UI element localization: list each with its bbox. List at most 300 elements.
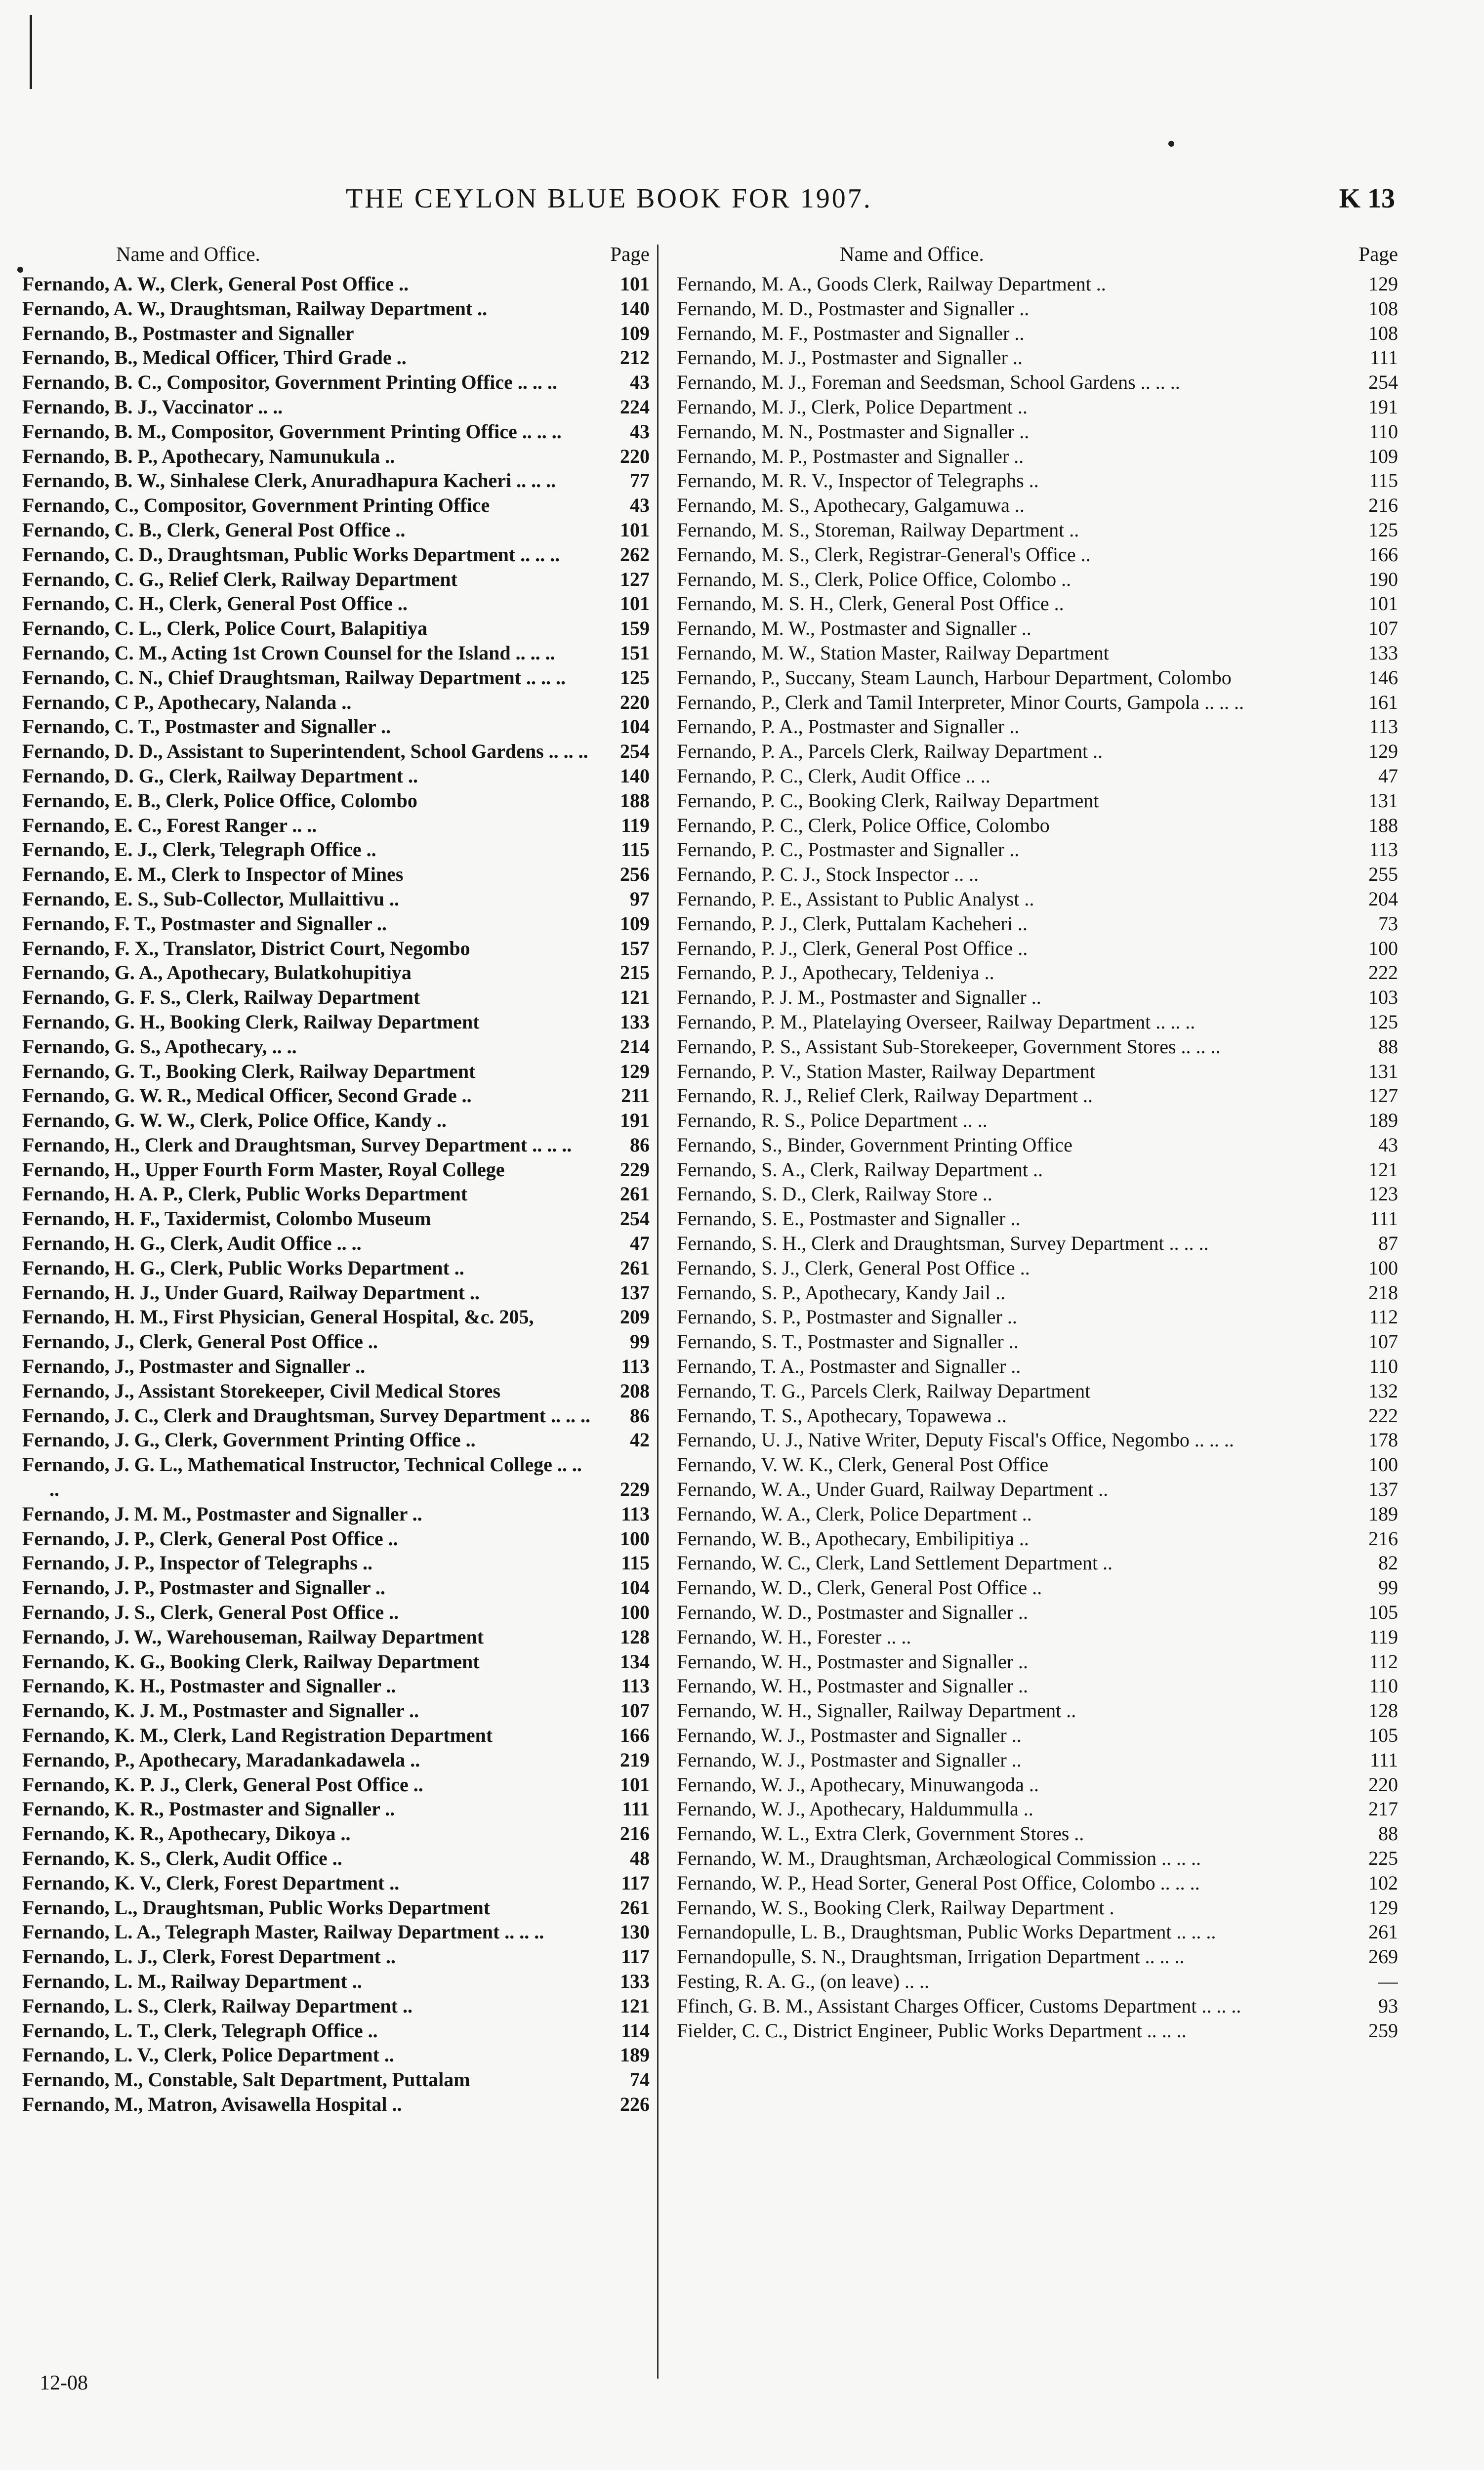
entry-name-office: Fernando, M. S. H., Clerk, General Post Office .. xyxy=(677,592,1064,615)
entry-name-office: Fernando, G. S., Apothecary, .. .. xyxy=(22,1035,297,1058)
index-entry xyxy=(22,1280,650,1305)
index-entry xyxy=(22,764,650,788)
index-entry xyxy=(22,1846,650,1871)
index-entry xyxy=(22,1969,650,1994)
entry-page-number: 87 xyxy=(1378,1232,1398,1255)
entry-page-number: 229 xyxy=(620,1478,650,1501)
entry-name-office: Fernando, B., Medical Officer, Third Grade .. xyxy=(22,346,407,369)
entry-page-number: 100 xyxy=(1368,937,1398,959)
index-entry xyxy=(22,1920,650,1944)
entry-name-office: Fernando, B. M., Compositor, Government Printing Office .. .. .. xyxy=(22,420,562,443)
index-entry xyxy=(677,1231,1398,1256)
entry-page-number: 216 xyxy=(1368,494,1398,517)
entry-page-number: 48 xyxy=(630,1847,650,1869)
entry-name-office: Fernando, K. G., Booking Clerk, Railway Department xyxy=(22,1650,480,1673)
entry-page-number: 77 xyxy=(630,469,650,492)
index-entry xyxy=(22,419,650,444)
index-entry xyxy=(677,345,1398,370)
index-entry xyxy=(22,395,650,419)
entry-name-office: Fernando, M. A., Goods Clerk, Railway Department .. xyxy=(677,273,1106,295)
entry-page-number: 88 xyxy=(1378,1822,1398,1845)
index-entry xyxy=(22,370,650,395)
index-entry xyxy=(677,1452,1398,1477)
entry-name-office: Fernando, B. W., Sinhalese Clerk, Anuradhapura Kacheri .. .. .. xyxy=(22,469,556,492)
index-entry xyxy=(677,493,1398,518)
entry-name-office: Fernando, J. P., Clerk, General Post Office .. xyxy=(22,1527,398,1550)
index-entry xyxy=(22,739,650,764)
index-entry xyxy=(677,272,1398,296)
index-entry xyxy=(677,911,1398,936)
entry-page-number: 216 xyxy=(620,1822,650,1845)
entry-page-number: 102 xyxy=(1368,1871,1398,1894)
entry-page-number: 226 xyxy=(620,2093,650,2115)
entry-name-office: Fernando, G. W. W., Clerk, Police Office, Kandy .. xyxy=(22,1109,447,1132)
index-entry xyxy=(677,1575,1398,1600)
index-entry xyxy=(22,936,650,961)
entry-page-number: 73 xyxy=(1378,912,1398,935)
entry-page-number: 224 xyxy=(620,395,650,418)
entry-name-office: Fernando, C. G., Relief Clerk, Railway Department xyxy=(22,568,457,590)
entry-name-office: Fernando, M. N., Postmaster and Signaller .. xyxy=(677,420,1030,443)
entry-name-office: Fernando, L., Draughtsman, Public Works Department xyxy=(22,1896,491,1919)
entry-name-office: Fernando, G. F. S., Clerk, Railway Department xyxy=(22,986,420,1009)
entry-page-number: 100 xyxy=(620,1601,650,1624)
entry-page-number: 261 xyxy=(620,1896,650,1919)
entry-name-office: Fernando, E. M., Clerk to Inspector of Mines xyxy=(22,863,404,886)
index-entry xyxy=(22,985,650,1010)
entry-name-office: Fernando, H. J., Under Guard, Railway Department .. xyxy=(22,1281,480,1304)
entry-name-office: Fernando, P. C., Clerk, Audit Office .. .. xyxy=(677,764,990,787)
index-entry xyxy=(22,1994,650,2018)
index-entry xyxy=(677,296,1398,321)
entry-page-number: 108 xyxy=(1368,297,1398,320)
entry-name-office: Fernando, W. J., Apothecary, Haldummulla .. xyxy=(677,1798,1033,1820)
index-entry xyxy=(22,2092,650,2117)
entry-page-number: 209 xyxy=(620,1306,650,1328)
entry-name-office: Fernando, P., Succany, Steam Launch, Harbour Department, Colombo xyxy=(677,666,1232,689)
entry-name-office: Fernando, D. G., Clerk, Railway Department .. xyxy=(22,764,418,787)
entry-name-office: Fernando, G. A., Apothecary, Bulatkohupitiya xyxy=(22,961,412,984)
entry-page-number: 110 xyxy=(1369,1355,1398,1378)
entry-name-office: Fernando, W. J., Postmaster and Signaller .. xyxy=(677,1724,1022,1747)
entry-name-office: Fernando, M., Matron, Avisawella Hospital .. xyxy=(22,2093,402,2115)
entry-name-office: Fernando, J. C., Clerk and Draughtsman, Survey Department .. .. .. xyxy=(22,1404,590,1427)
entry-name-office: Fernando, S. A., Clerk, Railway Department .. xyxy=(677,1158,1043,1181)
index-entry xyxy=(22,1354,650,1379)
index-entry xyxy=(677,665,1398,690)
index-entry xyxy=(22,1182,650,1206)
entry-name-office: Fernando, K. M., Clerk, Land Registration Department xyxy=(22,1724,493,1747)
entry-page-number: 74 xyxy=(630,2068,650,2091)
entry-page-number: 220 xyxy=(620,691,650,713)
entry-name-office: Fernando, A. W., Draughtsman, Railway Department .. xyxy=(22,297,488,320)
entry-name-office: Fernando, E. J., Clerk, Telegraph Office .. xyxy=(22,838,376,861)
entry-page-number: 125 xyxy=(1368,1010,1398,1033)
entry-page-number: 112 xyxy=(1369,1650,1398,1673)
name-office-heading: Name and Office. xyxy=(116,243,260,265)
index-entry xyxy=(22,1403,650,1428)
entry-page-number: 115 xyxy=(621,838,650,861)
entry-name-office: Fernando, K. H., Postmaster and Signaller .. xyxy=(22,1675,396,1697)
entry-page-number: 101 xyxy=(620,592,650,615)
entry-name-office: Fernandopulle, L. B., Draughtsman, Public Works Department .. .. .. xyxy=(677,1921,1216,1943)
index-entry xyxy=(22,272,650,296)
entry-name-office: Fernando, S. E., Postmaster and Signaller .. xyxy=(677,1207,1021,1230)
entry-name-office: Fernando, C. N., Chief Draughtsman, Railway Department .. .. .. xyxy=(22,666,566,689)
entry-name-office: Fernando, P. A., Parcels Clerk, Railway Department .. xyxy=(677,740,1103,763)
index-entry xyxy=(22,1010,650,1034)
index-entry xyxy=(22,1772,650,1797)
index-entry xyxy=(677,1477,1398,1502)
entry-name-office: Fernando, W. H., Postmaster and Signaller .. xyxy=(677,1675,1029,1697)
index-entry xyxy=(22,2043,650,2067)
index-entry xyxy=(677,1403,1398,1428)
entry-page-number: 256 xyxy=(620,863,650,886)
entry-name-office: Fernando, W. H., Forester .. .. xyxy=(677,1625,911,1648)
entry-page-number: 109 xyxy=(1368,445,1398,467)
page-heading: Page xyxy=(1359,243,1398,265)
column-divider xyxy=(657,245,659,2379)
entry-name-office: Festing, R. A. G., (on leave) .. .. xyxy=(677,1970,930,1992)
index-entry xyxy=(22,1625,650,1649)
index-entry xyxy=(677,1551,1398,1575)
entry-name-office: Fernando, P. M., Platelaying Overseer, Railway Department .. .. .. xyxy=(677,1010,1195,1033)
entry-name-office: Fernando, M. W., Postmaster and Signaller .. xyxy=(677,617,1031,640)
entry-page-number: 86 xyxy=(630,1133,650,1156)
entry-page-number: 101 xyxy=(620,273,650,295)
entry-page-number: — xyxy=(1378,1970,1398,1992)
entry-name-office: Fernando, P. C., Clerk, Police Office, Colombo xyxy=(677,814,1050,836)
entry-page-number: 214 xyxy=(620,1035,650,1058)
entry-page-number: 88 xyxy=(1378,1035,1398,1058)
margin-dot xyxy=(1168,141,1174,147)
index-entry xyxy=(677,321,1398,346)
index-entry xyxy=(22,1231,650,1256)
index-entry xyxy=(677,1305,1398,1329)
entry-page-number: 137 xyxy=(1368,1478,1398,1501)
index-entry xyxy=(677,1698,1398,1723)
index-entry xyxy=(677,837,1398,862)
left-column xyxy=(22,242,650,2117)
entry-page-number: 140 xyxy=(620,297,650,320)
entry-page-number: 114 xyxy=(621,2019,650,2042)
entry-page-number: 254 xyxy=(620,1207,650,1230)
entry-page-number: 93 xyxy=(1378,1994,1398,2017)
entry-name-office: Fernando, P. J., Apothecary, Teldeniya .. xyxy=(677,961,994,984)
index-entry xyxy=(22,641,650,665)
index-entry xyxy=(22,887,650,911)
entry-name-office: Fernando, S. T., Postmaster and Signaller .. xyxy=(677,1330,1019,1353)
signature-mark: 12-08 xyxy=(40,2372,88,2394)
entry-name-office: Fernando, P., Apothecary, Maradankadawela .. xyxy=(22,1748,420,1771)
entry-page-number: 119 xyxy=(621,814,650,836)
entry-page-number: 107 xyxy=(620,1699,650,1722)
entry-name-office: Fernando, U. J., Native Writer, Deputy Fiscal's Office, Negombo .. .. .. xyxy=(677,1429,1234,1451)
entry-name-office: Fernando, J. S., Clerk, General Post Office .. xyxy=(22,1601,399,1624)
entry-name-office: Fernando, H. A. P., Clerk, Public Works Department xyxy=(22,1183,468,1205)
entry-name-office: Fernando, P. J. M., Postmaster and Signaller .. xyxy=(677,986,1041,1009)
entry-name-office: Fernando, P. E., Assistant to Public Analyst .. xyxy=(677,887,1034,910)
index-entry xyxy=(677,1625,1398,1649)
entry-name-office: Fernando, W. A., Clerk, Police Department .. xyxy=(677,1502,1032,1525)
index-entry xyxy=(677,1034,1398,1059)
index-entry xyxy=(22,518,650,542)
entry-page-number: 166 xyxy=(1368,543,1398,566)
entry-page-number: 125 xyxy=(1368,518,1398,541)
entry-page-number: 86 xyxy=(630,1404,650,1427)
entry-name-office: Fernando, M. F., Postmaster and Signaller .. xyxy=(677,322,1025,344)
entry-name-office: Fernando, B., Postmaster and Signaller xyxy=(22,322,354,344)
entry-page-number: 108 xyxy=(1368,322,1398,344)
entry-name-office: Fernando, J. P., Postmaster and Signaller .. xyxy=(22,1576,385,1599)
entry-name-office: Fernando, C. B., Clerk, General Post Office .. xyxy=(22,518,406,541)
entry-page-number: 131 xyxy=(1368,1060,1398,1082)
index-entry xyxy=(22,1206,650,1231)
entry-name-office: Fernando, R. J., Relief Clerk, Railway Department .. xyxy=(677,1084,1093,1107)
entry-page-number: 157 xyxy=(620,937,650,959)
entry-name-office: Fernando, K. S., Clerk, Audit Office .. xyxy=(22,1847,342,1869)
index-entry xyxy=(677,1895,1398,1920)
entry-page-number: 101 xyxy=(1368,592,1398,615)
entry-name-office: Fernando, K. R., Apothecary, Dikoya .. xyxy=(22,1822,351,1845)
entry-name-office: Fernando, S. P., Apothecary, Kandy Jail .. xyxy=(677,1281,1006,1304)
entry-page-number: 255 xyxy=(1368,863,1398,886)
entry-name-office: Fernando, L. A., Telegraph Master, Railway Department .. .. .. xyxy=(22,1921,544,1943)
entry-name-office: Fernando, J. M. M., Postmaster and Signaller .. xyxy=(22,1502,422,1525)
index-entry xyxy=(677,641,1398,665)
entry-page-number: 151 xyxy=(620,641,650,664)
index-entry xyxy=(677,1674,1398,1698)
entry-name-office: Fernando, F. T., Postmaster and Signaller .. xyxy=(22,912,387,935)
entry-page-number: 261 xyxy=(1368,1921,1398,1943)
entry-page-number: 166 xyxy=(620,1724,650,1747)
index-entry xyxy=(22,1526,650,1551)
entry-name-office: Fernando, P. V., Station Master, Railway Department xyxy=(677,1060,1095,1082)
index-entry xyxy=(677,1994,1398,2018)
entry-page-number: 129 xyxy=(620,1060,650,1082)
entry-page-number: 113 xyxy=(621,1675,650,1697)
entry-name-office: Fernando, P. C. J., Stock Inspector .. .. xyxy=(677,863,979,886)
index-entry xyxy=(677,370,1398,395)
index-entry xyxy=(22,813,650,838)
entry-name-office: Ffinch, G. B. M., Assistant Charges Officer, Customs Department .. .. .. xyxy=(677,1994,1241,2017)
entry-page-number: 107 xyxy=(1368,1330,1398,1353)
index-entry xyxy=(22,1895,650,1920)
page-header xyxy=(0,183,1484,222)
entry-page-number: 100 xyxy=(1368,1256,1398,1279)
index-entry xyxy=(22,321,650,346)
index-entry xyxy=(677,1772,1398,1797)
entry-page-number: 113 xyxy=(621,1502,650,1525)
entry-name-office: Fernando, C. L., Clerk, Police Court, Balapitiya xyxy=(22,617,427,640)
index-entry xyxy=(677,1256,1398,1280)
entry-page-number: 82 xyxy=(1378,1552,1398,1574)
index-entry xyxy=(677,1182,1398,1206)
entry-page-number: 133 xyxy=(620,1970,650,1992)
entry-name-office: Fernando, E. B., Clerk, Police Office, Colombo xyxy=(22,789,417,812)
index-entry xyxy=(677,1133,1398,1157)
index-entry xyxy=(677,1157,1398,1182)
entry-name-office: Fernando, G. T., Booking Clerk, Railway Department xyxy=(22,1060,476,1082)
entry-page-number: 137 xyxy=(620,1281,650,1304)
entry-name-office: Fernando, M. R. V., Inspector of Telegraphs .. xyxy=(677,469,1039,492)
entry-page-number: 130 xyxy=(620,1921,650,1943)
entry-page-number: 127 xyxy=(620,568,650,590)
entry-page-number: 188 xyxy=(620,789,650,812)
left-entry-list xyxy=(22,272,650,2117)
margin-rule xyxy=(30,15,32,89)
index-entry xyxy=(677,616,1398,641)
entry-name-office: Fernando, M., Constable, Salt Department, Puttalam xyxy=(22,2068,470,2091)
left-column-header xyxy=(22,242,650,272)
entry-page-number: 254 xyxy=(1368,371,1398,394)
index-entry xyxy=(677,1010,1398,1034)
entry-name-office: Fernando, W. L., Extra Clerk, Government Stores .. xyxy=(677,1822,1084,1845)
entry-name-office: Fernando, J., Clerk, General Post Office .. xyxy=(22,1330,378,1353)
entry-page-number: 109 xyxy=(620,912,650,935)
entry-name-office: Fernando, W. D., Postmaster and Signaller .. xyxy=(677,1601,1029,1624)
index-entry xyxy=(677,395,1398,419)
entry-page-number: 133 xyxy=(620,1010,650,1033)
entry-page-number: 105 xyxy=(1368,1601,1398,1624)
index-entry xyxy=(677,813,1398,838)
entry-name-office: Fernando, C P., Apothecary, Nalanda .. xyxy=(22,691,352,713)
index-entry xyxy=(677,960,1398,985)
entry-name-office: Fernando, L. M., Railway Department .. xyxy=(22,1970,362,1992)
entry-page-number: 188 xyxy=(1368,814,1398,836)
entry-page-number: 134 xyxy=(620,1650,650,1673)
entry-page-number: 100 xyxy=(620,1527,650,1550)
entry-name-office: Fernando, P. J., Clerk, General Post Office .. xyxy=(677,937,1028,959)
entry-name-office: Fernando, B. C., Compositor, Government Printing Office .. .. .. xyxy=(22,371,557,394)
entry-name-office: Fernando, K. J. M., Postmaster and Signaller .. xyxy=(22,1699,419,1722)
entry-name-office: Fernando, E. C., Forest Ranger .. .. xyxy=(22,814,317,836)
index-entry xyxy=(22,468,650,493)
entry-page-number: 109 xyxy=(620,322,650,344)
entry-page-number: 212 xyxy=(620,346,650,369)
index-entry xyxy=(677,1821,1398,1846)
entry-name-office: Fernando, S. P., Postmaster and Signaller .. xyxy=(677,1306,1017,1328)
entry-name-office: Fernando, K. V., Clerk, Forest Department .. xyxy=(22,1871,400,1894)
index-entry xyxy=(22,714,650,739)
index-entry xyxy=(677,567,1398,592)
entry-name-office: Fernando, W. S., Booking Clerk, Railway Department . xyxy=(677,1896,1114,1919)
entry-page-number: 97 xyxy=(630,887,650,910)
entry-name-office: Fernando, V. W. K., Clerk, General Post Office xyxy=(677,1453,1049,1476)
index-entry xyxy=(677,1920,1398,1944)
entry-page-number: 190 xyxy=(1368,568,1398,590)
name-office-heading: Name and Office. xyxy=(840,243,984,265)
entry-page-number: 107 xyxy=(1368,617,1398,640)
index-entry xyxy=(677,1280,1398,1305)
index-entry xyxy=(22,1551,650,1575)
entry-page-number: 110 xyxy=(1369,1675,1398,1697)
entry-name-office: Fernando, C., Compositor, Government Printing Office xyxy=(22,494,490,517)
entry-page-number: 43 xyxy=(1378,1133,1398,1156)
entry-page-number: 191 xyxy=(620,1109,650,1132)
entry-name-office: Fernando, S. J., Clerk, General Post Office .. xyxy=(677,1256,1030,1279)
entry-page-number: 113 xyxy=(1369,715,1398,738)
entry-page-number: 47 xyxy=(1378,764,1398,787)
index-entry xyxy=(677,1526,1398,1551)
index-entry xyxy=(22,1649,650,1674)
index-entry xyxy=(22,1698,650,1723)
index-entry xyxy=(677,468,1398,493)
entry-name-office: Fernando, P. A., Postmaster and Signaller .. xyxy=(677,715,1020,738)
entry-page-number: 146 xyxy=(1368,666,1398,689)
index-entry xyxy=(22,1034,650,1059)
entry-name-office: Fernando, R. S., Police Department .. .. xyxy=(677,1109,988,1132)
entry-name-office: Fernando, H. M., First Physician, General Hospital, &c. 205, xyxy=(22,1306,534,1328)
entry-name-office: Fernando, C. M., Acting 1st Crown Counsel for the Island .. .. .. xyxy=(22,641,555,664)
index-entry xyxy=(22,444,650,469)
entry-page-number: 111 xyxy=(1369,346,1398,369)
entry-page-number: 101 xyxy=(620,518,650,541)
page-reference: K 13 xyxy=(1339,183,1395,214)
index-entry xyxy=(677,1206,1398,1231)
index-entry xyxy=(677,764,1398,788)
entry-name-office: Fernando, S. D., Clerk, Railway Store .. xyxy=(677,1183,992,1205)
entry-name-office: Fernando, W. J., Apothecary, Minuwangoda .. xyxy=(677,1773,1039,1796)
index-entry xyxy=(677,444,1398,469)
index-entry xyxy=(22,690,650,715)
entry-page-number: 111 xyxy=(1369,1748,1398,1771)
entry-page-number: 123 xyxy=(1368,1183,1398,1205)
entry-name-office: Fernando, K. R., Postmaster and Signaller .. xyxy=(22,1798,395,1820)
entry-page-number: 43 xyxy=(630,371,650,394)
entry-name-office: Fernando, A. W., Clerk, General Post Office .. xyxy=(22,273,409,295)
entry-name-office: Fernando, M. S., Clerk, Police Office, Colombo .. xyxy=(677,568,1072,590)
index-entry xyxy=(677,419,1398,444)
entry-name-office: Fielder, C. C., District Engineer, Public Works Department .. .. .. xyxy=(677,2019,1187,2042)
entry-page-number: 269 xyxy=(1368,1945,1398,1968)
entry-name-office: Fernando, B. P., Apothecary, Namunukula .. xyxy=(22,445,395,467)
entry-page-number: 132 xyxy=(1368,1379,1398,1402)
entry-page-number: 105 xyxy=(1368,1724,1398,1747)
right-column xyxy=(677,242,1398,2043)
entry-page-number: 117 xyxy=(621,1945,650,1968)
entry-name-office: Fernando, M. D., Postmaster and Signaller .. xyxy=(677,297,1030,320)
entry-name-office: Fernando, J., Assistant Storekeeper, Civil Medical Stores xyxy=(22,1379,501,1402)
entry-page-number: 101 xyxy=(620,1773,650,1796)
entry-page-number: 125 xyxy=(620,666,650,689)
index-entry xyxy=(677,1083,1398,1108)
entry-name-office: Fernando, K. P. J., Clerk, General Post Office .. xyxy=(22,1773,423,1796)
entry-name-office: Fernando, T. A., Postmaster and Signaller .. xyxy=(677,1355,1021,1378)
entry-page-number: 204 xyxy=(1368,887,1398,910)
entry-name-office: Fernando, J. G., Clerk, Government Printing Office .. xyxy=(22,1429,476,1451)
entry-page-number: 254 xyxy=(620,740,650,763)
entry-name-office: Fernando, M. S., Apothecary, Galgamuwa .. xyxy=(677,494,1025,517)
index-entry xyxy=(22,1108,650,1133)
index-entry xyxy=(22,2067,650,2092)
entry-page-number: 222 xyxy=(1368,961,1398,984)
index-entry xyxy=(22,1305,650,1329)
index-entry xyxy=(677,1969,1398,1994)
page-heading: Page xyxy=(610,243,650,265)
entry-page-number: 47 xyxy=(630,1232,650,1255)
index-entry xyxy=(22,1379,650,1403)
entry-page-number: 159 xyxy=(620,617,650,640)
index-entry xyxy=(22,1821,650,1846)
entry-page-number: 119 xyxy=(1369,1625,1398,1648)
index-entry xyxy=(677,1723,1398,1748)
entry-name-office: Fernando, T. S., Apothecary, Topawewa .. xyxy=(677,1404,1007,1427)
entry-name-office: Fernando, H. F., Taxidermist, Colombo Museum xyxy=(22,1207,431,1230)
entry-page-number: 191 xyxy=(1368,395,1398,418)
entry-page-number: 113 xyxy=(1369,838,1398,861)
entry-name-office: Fernando, W. J., Postmaster and Signaller .. xyxy=(677,1748,1022,1771)
